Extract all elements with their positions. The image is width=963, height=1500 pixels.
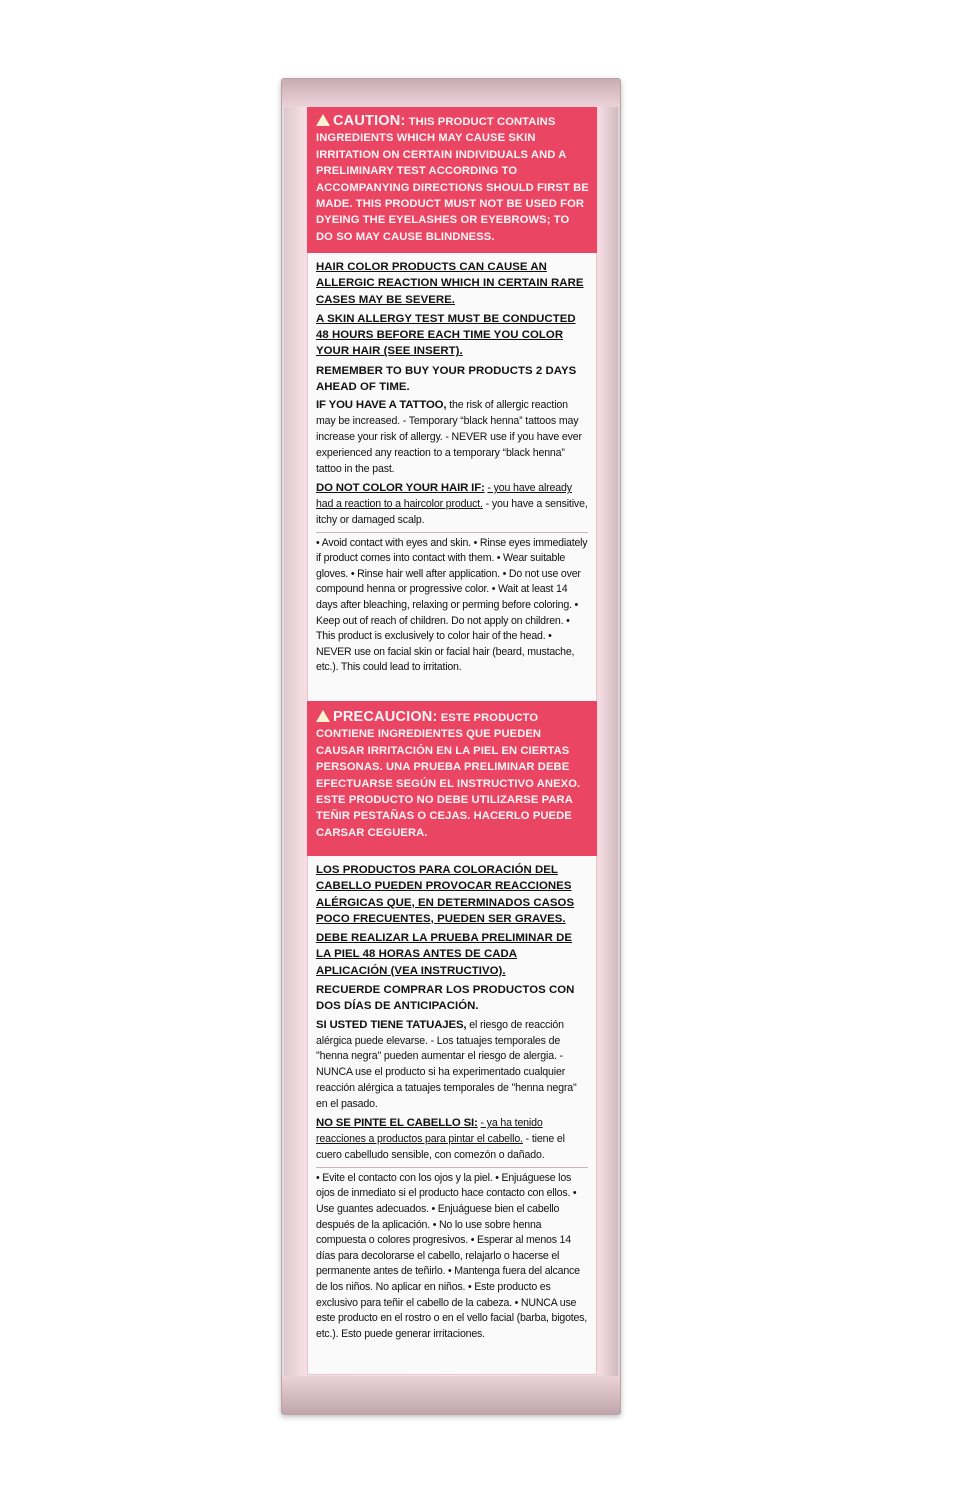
spanish-usage-bullets: • Evite el contacto con los ojos y la piel. • Enjuáguese los ojos de inmediato si el producto hace contacto con ellos. • Use guantes adecuados. • Enjuáguese bien el cabello después de la aplicación. • No lo use sobre henna compuesta o colores progresivos. • Esperar al menos 14 días para decolorarse el cabello, relajarlo o hacerse el permanente antes de teñirlo. • Mantenga fuera del alcance de los niños. No aplicar en niños. • Este producto es exclusivo para teñir el cabello de la cabeza. • NUNCA use este producto en el rostro o en el vello facial (barba, bigotes, etc.). Esto puede generar irritaciones. bbox=[316, 1171, 588, 1340]
english-skin-test-notice: A SKIN ALLERGY TEST MUST BE CONDUCTED 48 HOURS BEFORE EACH TIME YOU COLOR YOUR HAIR (SEE INSERT). bbox=[316, 312, 576, 358]
divider bbox=[316, 1167, 588, 1168]
english-do-not-color-notice: DO NOT COLOR YOUR HAIR IF: - you have already had a reaction to a haircolor product. - you have a sensitive, itchy or damaged scalp. bbox=[316, 481, 588, 526]
spanish-do-not-color-notice: NO SE PINTE EL CABELLO SI: - ya ha tenido reacciones a productos para pintar el cabello. - tiene el cuero cabelludo sensible, con comezón o dañado. bbox=[316, 1117, 565, 1161]
spanish-warnings-section bbox=[307, 856, 597, 1375]
spanish-remember-notice: RECUERDE COMPRAR LOS PRODUCTOS CON DOS DÍAS DE ANTICIPACIÓN. bbox=[316, 984, 575, 1013]
product-box-side-panel bbox=[281, 78, 621, 1415]
spanish-skin-test-notice: DEBE REALIZAR LA PRUEBA PRELIMINAR DE LA PIEL 48 HORAS ANTES DE CADA APLICACIÓN (VEA INSTRUCTIVO). bbox=[316, 932, 573, 977]
english-tattoo-notice: IF YOU HAVE A TATTOO, the risk of allergic reaction may be increased. - Temporary “black henna” tattoos may increase your risk of allergy. - NEVER use if you have ever experienced any reaction to a temporary “black henna” tattoo in the past. bbox=[316, 399, 582, 475]
english-usage-bullets: • Avoid contact with eyes and skin. • Rinse eyes immediately if product comes into contact with them. • Wear suitable gloves. • Rinse hair well after application. • Do not use over compound henna or progressive color. • Wait at least 14 days after bleaching, relaxing or perming before coloring. • Keep out of reach of children. Do not apply on children. • This product is exclusively to color hair of the head. • NEVER use on facial skin or facial hair (beard, mustache, etc.). This could lead to irritation. bbox=[316, 536, 588, 674]
english-warnings-section bbox=[307, 253, 597, 701]
divider bbox=[316, 532, 588, 533]
spanish-caution-banner bbox=[307, 701, 597, 856]
english-allergy-warning: HAIR COLOR PRODUCTS CAN CAUSE AN ALLERGIC REACTION WHICH IN CERTAIN RARE CASES MAY BE SEVERE. bbox=[316, 261, 584, 306]
english-caution-heading: CAUTION: bbox=[316, 113, 405, 129]
warning-triangle-icon bbox=[316, 710, 330, 722]
spanish-allergy-warning: LOS PRODUCTOS PARA COLORACIÓN DEL CABELLO PUEDEN PROVOCAR REACCIONES ALÉRGICAS QUE, EN DETERMINADOS CASOS POCO FRECUENTES, PUEDEN SER GRAVES. bbox=[316, 864, 575, 925]
english-caution-text: THIS PRODUCT CONTAINS INGREDIENTS WHICH MAY CAUSE SKIN IRRITATION ON CERTAIN INDIVIDUALS AND A PRELIMINARY TEST ACCORDING TO ACCOMPANYING DIRECTIONS SHOULD FIRST BE MADE. THIS PRODUCT MUST NOT BE USED FOR DYEING THE EYELASHES OR EYEBROWS; TO DO SO MAY CAUSE BLINDNESS. bbox=[316, 116, 589, 243]
spanish-caution-text: ESTE PRODUCTO CONTIENE INGREDIENTES QUE PUEDEN CAUSAR IRRITACIÓN EN LA PIEL EN CIERTAS PERSONAS. UNA PRUEBA PRELIMINAR DEBE EFECTUARSE SEGÚN EL INSTRUCTIVO ANEXO. ESTE PRODUCTO NO DEBE UTILIZARSE PARA TEÑIR PESTAÑAS O CEJAS. HACERLO PUEDE CARSAR CEGUERA. bbox=[316, 712, 581, 839]
english-caution-banner bbox=[307, 107, 597, 253]
spanish-caution-heading: PRECAUCION: bbox=[316, 709, 438, 725]
warning-triangle-icon bbox=[316, 114, 330, 126]
spanish-tattoo-notice: SI USTED TIENE TATUAJES, el riesgo de reacción alérgica puede elevarse. - Los tatuajes temporales de "henna negra" pueden aumentar el riesgo de alergia. - NUNCA use el producto si ha experimentado cualquier reacción alérgica a tatuajes temporales de "henna negra" en el pasado. bbox=[316, 1018, 577, 1111]
english-remember-notice: REMEMBER TO BUY YOUR PRODUCTS 2 DAYS AHEAD OF TIME. bbox=[316, 364, 577, 394]
